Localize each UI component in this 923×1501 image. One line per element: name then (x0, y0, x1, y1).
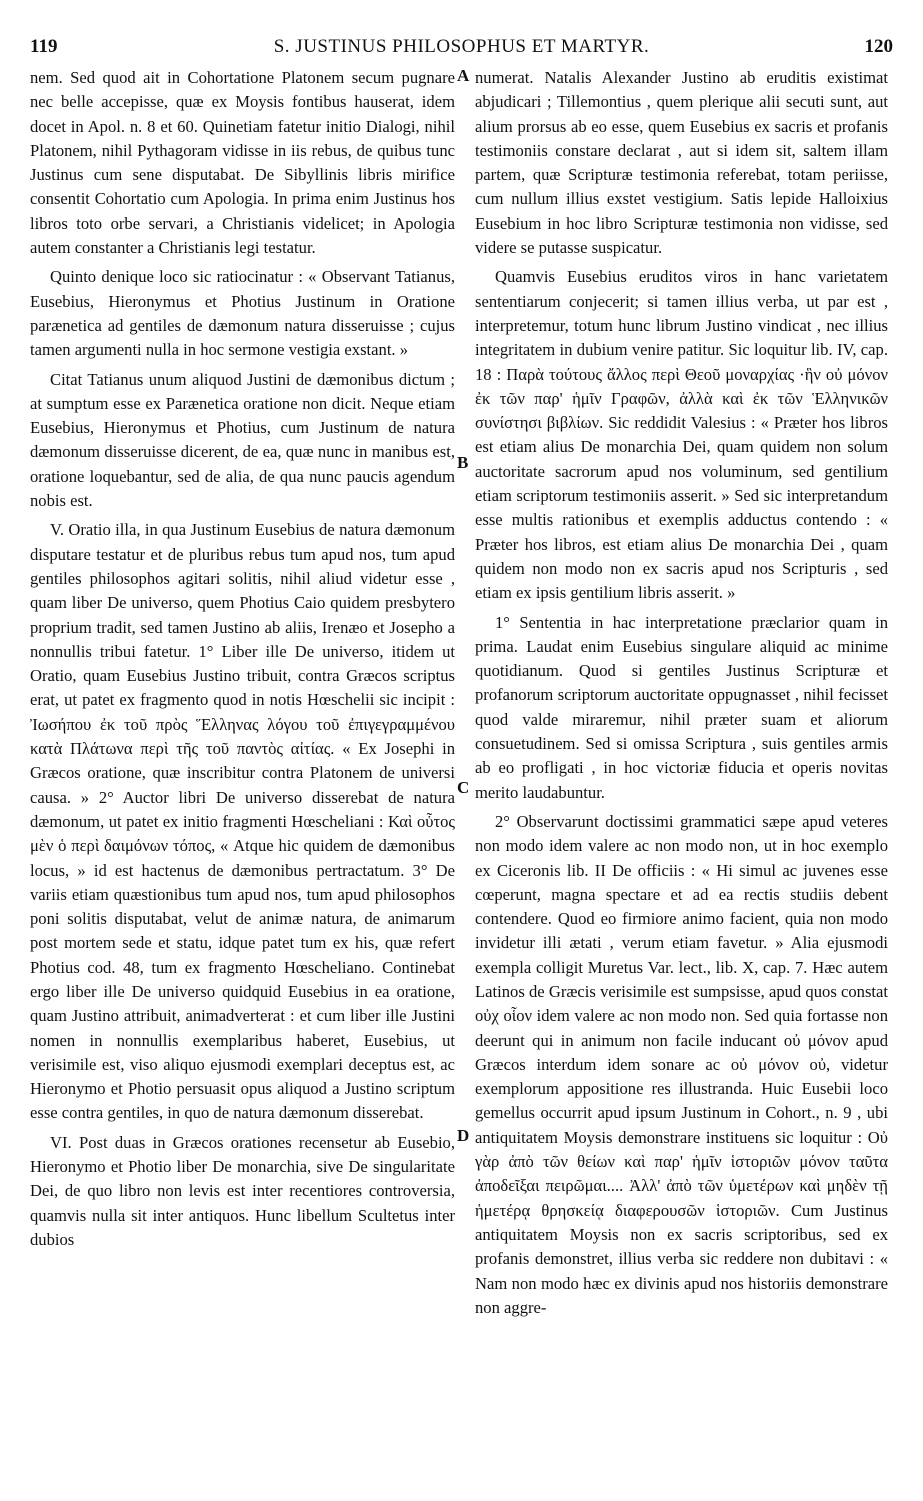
margin-marker-a: A (457, 66, 470, 85)
page-header (30, 36, 893, 62)
paragraph: numerat. Natalis Alexander Justino ab eruditis existimat abjudicari ; Tillemontius , quem plerique alii secuti sunt, aut alium prorsus ab eo esse, quem Eusebius ex sacris et profanis testimoniis constare declarat , aut si idem sit, saltem illam partem, quæ Scripturæ testimonia referebat, totam periisse, cum nullum illius exstet vestigium. Satis lepide Halloixius Eusebium in hoc libro Scripturæ testimonia non vidisse, sed videre se putasse suspicatur. (475, 68, 888, 258)
section-paragraph: V. Oratio illa, in qua Justinum Eusebius de natura dæmonum disputare testatur et de pluribus rebus tum apud nos, tum apud gentiles philosophos agitari solitis, nihil aliud videtur esse , quam liber De universo, quem Photius Caio quidem presbytero proprium tradit, sed tamen Justino ab aliis, Irenæo et Josepho a nonnullis tribui fatetur. 1° Liber ille De universo, itidem ut Oratio, quam Eusebius Justino tribuit, contra Græcos scriptus erat, ut patet ex fragmento quod in notis Hœschelii sic incipit : Ἰωσήπου ἐκ τοῦ πρὸς Ἕλληνας λόγου τοῦ ἐπιγεγραμμένου κατὰ Πλάτωνα περὶ τῆς τοῦ παντὸς αἰτίας. « Ex Josephi in Græcos oratione, quæ inscribitur contra Platonem de universi causa. » 2° Auctor libri De universo disserebat de natura dæmonum, ut patet ex initio fragmenti Hœscheliani : Καὶ οὗτος μὲν ὁ περὶ δαιμόνων τόπος, « Atque hic quidem de dæmonibus locus, » id est hactenus de dæmonibus pertractatum. 3° De variis etiam quæstionibus tum apud nos, tum apud philosophos poni solitis disputabat, velut de animæ natura, de animarum post mortem sede et statu, idque patet tum ex his, quæ refert Photius cod. 48, tum ex fragmento Hœscheliano. Continebat ergo liber ille De universo quidquid Eusebius in ea oratione, quam Justino attribuit, animadverterat : et cum liber ille Justini nomen in nonnullis exemplaribus haberet, Eusebius, ut verisimile est, viso aliquo ejusmodi exemplari deceptus est, ac Hieronymo et Photio persuasit opus aliquod a Justino scriptum esse contra gentiles, in quo de natura dæmonum disserebat. (30, 520, 455, 1123)
paragraph: Quamvis Eusebius eruditos viros in hanc varietatem sententiarum conjecerit; si tamen illius verba, ut par est , interpretemur, totum hunc librum Justino vindicat , nec illius integritatem in dubium venire patitur. Sic loquitur lib. IV, cap. 18 : Παρὰ τούτους ἄλλος περὶ Θεοῦ μοναρχίας ·ἣν οὐ μόνον ἐκ τῶν παρ' ἡμῖν Γραφῶν, ἀλλὰ καὶ ἐκ τῶν Ἑλληνικῶν συνίστησι βιβλίων. Sic reddidit Valesius : « Præter hos libros est etiam alius De monarchia Dei, quam quidem non solum auctoritate sacrorum apud nos voluminum, sed gentilium etiam scriptorum testimoniis asserit. » Sed sic interpretandum esse multis rationibus et exemplis adductus contendo : « Præter hos libros, est etiam alius De monarchia Dei , quam quidem non modo non ex sacris apud nos Scripturis , sed etiam ex ipsis gentilium libris asserit. » (475, 267, 888, 603)
running-title: S. JUSTINUS PHILOSOPHUS ET MARTYR. (273, 36, 650, 57)
right-column (475, 66, 888, 1320)
left-column (30, 66, 455, 1252)
page-number-left: 119 (30, 36, 58, 57)
paragraph: 1° Sententia in hac interpretatione præclarior quam in prima. Laudat enim Eusebius singulare aliquid ac minime quotidianum. Quod si gentiles Justinus Scripturæ et profanorum scriptorum auctoritate oppugnasset , nihil fecisset quod valde miraremur, nihil præter suam et aliorum consuetudinem. Sed si omissa Scriptura , suis gentiles armis ab eo profligati , in hoc victoriæ fiducia et operis novitas merito laudabuntur. (475, 612, 888, 802)
paragraph: Quinto denique loco sic ratiocinatur : « Observant Tatianus, Eusebius, Hieronymus et Photius Justinum in Oratione parænetica ad gentiles de dæmonum natura disseruisse ; cujus tamen argumenti nulla in hoc sermone vestigia exstant. » (30, 267, 455, 360)
paragraph: nem. Sed quod ait in Cohortatione Platonem secum pugnare nec belle accepisse, quæ ex Moysis fontibus hauserat, idem docet in Apol. n. 8 et 60. Quinetiam fatetur initio Dialogi, nihil Platonem, nihil Pythagoram vidisse in iis rebus, de quibus tunc Justinus cum sene disputabat. De Sibyllinis libris mirifice consentit Cohortatio cum Apologia. In prima enim Justinus hos libros toto orbe servari, a Christianis videlicet; in Apologia autem constanter a Christianis legi testatur. (30, 68, 455, 258)
margin-marker-b: B (457, 453, 469, 472)
page-number-right: 120 (864, 36, 893, 57)
section-paragraph: VI. Post duas in Græcos orationes recensetur ab Eusebio, Hieronymo et Photio liber De monarchia, sive De singularitate Dei, de quo libro non levis est inter recentiores controversia, quamvis nulla sit inter antiquos. Hunc libellum Scultetus inter dubios (30, 1132, 455, 1249)
paragraph: Citat Tatianus unum aliquod Justini de dæmonibus dictum ; at sumptum esse ex Parænetica oratione non dicit. Neque etiam Eusebius, Hieronymus et Photius, cum Justinum de natura dæmonum disseruisse dicerent, de ea, quæ nunc in manibus est, oratione loquebantur, sed de alia, de qua nunc paucis agendum nobis est. (30, 369, 455, 511)
margin-marker-d: D (457, 1126, 470, 1145)
paragraph: 2° Observarunt doctissimi grammatici sæpe apud veteres non modo idem valere ac non modo non, ut in hoc exemplo ex Ciceronis lib. II De officiis : « Hi simul ac juvenes esse cœperunt, magna spectare et ad ea rectis studiis debent contendere. Quod eo firmiore animo facient, quia non modo invidetur illi ætati , verum etiam favetur. » Alia ejusmodi exempla colligit Muretus Var. lect., lib. X, cap. 7. Hæc autem Latinos de Græcis verisimile est sumpsisse, apud quos constat οὐχ οἷον idem valere ac non modo non. Sed quia fortasse non deerunt qui in animum non facile inducant οὐ μόνον apud Græcos interdum idem sonare ac οὐ μόνον οὐ, videtur exemplorum appositione res illustranda. Huic Eusebii loco gemellus occurrit apud ipsum Justinum in Cohort., n. 9 , ubi antiquitatem Moysis demonstrare instituens sic loquitur : Οὐ γὰρ ἀπὸ τῶν θείων καὶ παρ' ἡμῖν ἱστοριῶν μόνον ταῦτα ἀποδεῖξαι πειρῶμαι.... Ἀλλ' ἀπὸ τῶν ὑμετέρων καὶ μηδὲν τῇ ἡμετέρᾳ θρησκείᾳ διαφερουσῶν ἱστοριῶν. Cum Justinus antiquitatem Moysis non ex sacris scriptoribus, sed ex profanis demonstret, illius verba sic reddere non dubitavi : « Nam non modo hæc ex divinis apud nos historiis demonstrare non aggre- (475, 811, 888, 1317)
margin-marker-c: C (457, 778, 470, 797)
